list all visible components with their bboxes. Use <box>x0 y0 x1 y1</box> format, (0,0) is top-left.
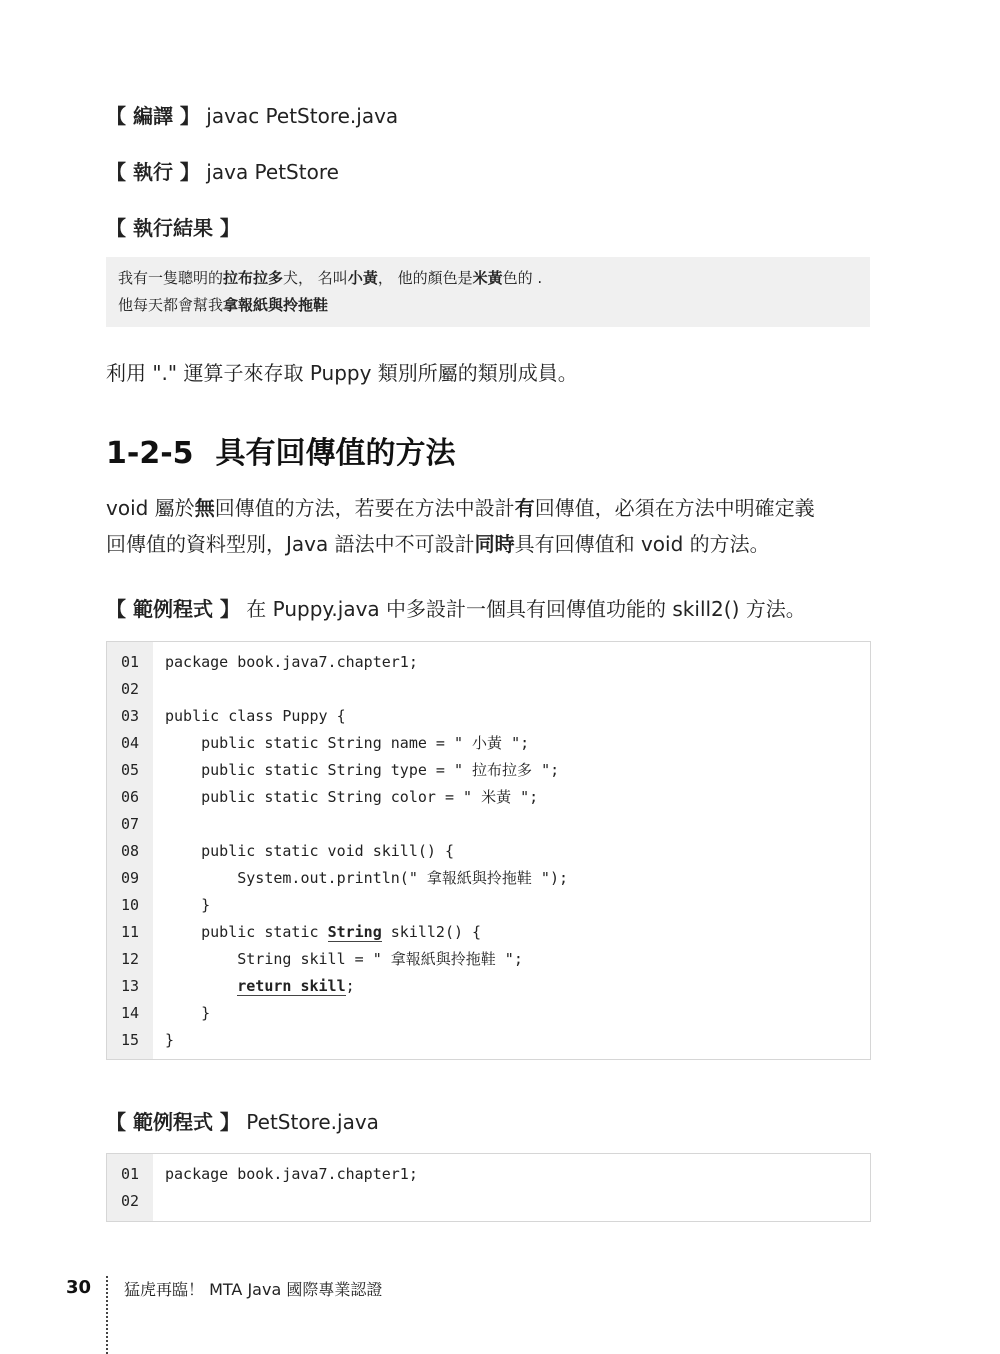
code-line <box>107 865 870 892</box>
para-bold: 同時 <box>474 532 515 556</box>
output-text: 犬， 名叫 <box>283 269 348 287</box>
code-line <box>107 1161 870 1188</box>
line-number: 13 <box>120 977 140 995</box>
output-line-2 <box>118 292 858 319</box>
code-text-part <box>165 977 237 995</box>
compile-line <box>106 102 398 130</box>
code-line <box>107 649 870 676</box>
code-text-part: public static <box>165 923 328 941</box>
line-number: 14 <box>120 1004 140 1022</box>
code-line <box>107 838 870 865</box>
code-line <box>107 703 870 730</box>
run-command: java PetStore <box>206 160 339 184</box>
code-text: } <box>165 1031 175 1049</box>
output-line-1 <box>118 265 858 292</box>
output-text: 色的 . <box>502 269 543 287</box>
code-text: public class Puppy { <box>165 707 346 725</box>
running-title: 猛虎再臨！ MTA Java 國際專業認證 <box>124 1280 383 1299</box>
example2-text: PetStore.java <box>246 1110 379 1134</box>
para-bold: 無 <box>194 496 215 520</box>
code-listing-puppy <box>106 641 871 1060</box>
line-number: 04 <box>120 734 140 752</box>
code-text: public static String type = " 拉布拉多 "; <box>165 761 560 779</box>
code-text: String skill = " 拿報紙與拎拖鞋 "; <box>165 950 523 968</box>
example2-caption <box>106 1108 379 1136</box>
footer-dotted-divider <box>106 1276 108 1354</box>
code-line <box>107 676 870 703</box>
code-text: public static String color = " 米黃 "; <box>165 788 539 806</box>
compile-command: javac PetStore.java <box>206 104 399 128</box>
output-box <box>106 257 870 327</box>
line-number: 06 <box>120 788 140 806</box>
example1-text: 在 Puppy.java 中多設計一個具有回傳值功能的 skill2() 方法。 <box>246 597 806 621</box>
line-number: 15 <box>120 1031 140 1049</box>
example1-caption <box>106 595 806 623</box>
result-tag: 【 執行結果 】 <box>106 216 240 240</box>
line-number: 10 <box>120 896 140 914</box>
line-number: 09 <box>120 869 140 887</box>
compile-tag: 【 編譯 】 <box>106 104 200 128</box>
code-line <box>107 1188 870 1215</box>
line-number: 03 <box>120 707 140 725</box>
output-bold: 小黃 <box>347 269 378 287</box>
code-text-part: ; <box>345 977 355 995</box>
code-text: System.out.println(" 拿報紙與拎拖鞋 "); <box>165 869 569 887</box>
line-number: 01 <box>120 653 140 671</box>
para-text: void 屬於 <box>106 496 195 520</box>
code-line <box>107 730 870 757</box>
line-number: 07 <box>120 815 140 833</box>
code-line <box>107 919 870 946</box>
output-bold: 拿報紙與拎拖鞋 <box>223 296 329 314</box>
code-text-part: skill2() { <box>381 923 482 941</box>
code-text: package book.java7.chapter1; <box>165 653 418 671</box>
para-text: 回傳值的資料型別，Java 語法中不可設計 <box>106 532 475 556</box>
highlighted-keyword: return skill <box>237 977 346 995</box>
code-line <box>107 784 870 811</box>
code-line <box>107 973 870 1000</box>
highlighted-keyword: String <box>327 923 382 941</box>
body-paragraph-line-2 <box>106 526 770 562</box>
result-heading <box>106 214 240 242</box>
section-heading <box>106 432 456 476</box>
output-bold: 拉布拉多 <box>223 269 284 287</box>
para-text: 回傳值，必須在方法中明確定義 <box>534 496 815 520</box>
code-line <box>107 1027 870 1054</box>
line-number: 02 <box>120 1192 140 1210</box>
line-number: 02 <box>120 680 140 698</box>
code-line <box>107 811 870 838</box>
code-text: } <box>165 896 211 914</box>
run-line <box>106 158 339 186</box>
code-line <box>107 946 870 973</box>
body-paragraph-line-1 <box>106 490 815 526</box>
code-text: package book.java7.chapter1; <box>165 1165 418 1183</box>
line-number: 11 <box>120 923 140 941</box>
code-text: } <box>165 1004 211 1022</box>
section-title: 具有回傳值的方法 <box>215 436 456 471</box>
code-text: public static void skill() { <box>165 842 454 860</box>
code-listing-petstore <box>106 1153 871 1222</box>
code-line <box>107 1000 870 1027</box>
line-number: 05 <box>120 761 140 779</box>
para-text: 回傳值的方法，若要在方法中設計 <box>214 496 515 520</box>
line-number: 08 <box>120 842 140 860</box>
run-tag: 【 執行 】 <box>106 160 200 184</box>
output-text: ， 他的顏色是 <box>377 269 473 287</box>
line-number: 12 <box>120 950 140 968</box>
para-text: 具有回傳值和 void 的方法。 <box>514 532 770 556</box>
example2-tag: 【 範例程式 】 <box>106 1110 240 1134</box>
output-text: 他每天都會幫我 <box>118 296 224 314</box>
section-number: 1-2-5 <box>106 436 194 471</box>
code-line <box>107 892 870 919</box>
line-number: 01 <box>120 1165 140 1183</box>
code-line <box>107 757 870 784</box>
code-text: public static String name = " 小黃 "; <box>165 734 530 752</box>
page-number: 30 <box>66 1277 92 1298</box>
explain-text: 利用 "." 運算子來存取 Puppy 類別所屬的類別成員。 <box>106 361 578 385</box>
code-text <box>165 973 355 1000</box>
code-text <box>165 919 481 946</box>
para-bold: 有 <box>514 496 535 520</box>
example1-tag: 【 範例程式 】 <box>106 597 240 621</box>
output-text: 我有一隻聰明的 <box>118 269 224 287</box>
output-bold: 米黃 <box>472 269 503 287</box>
